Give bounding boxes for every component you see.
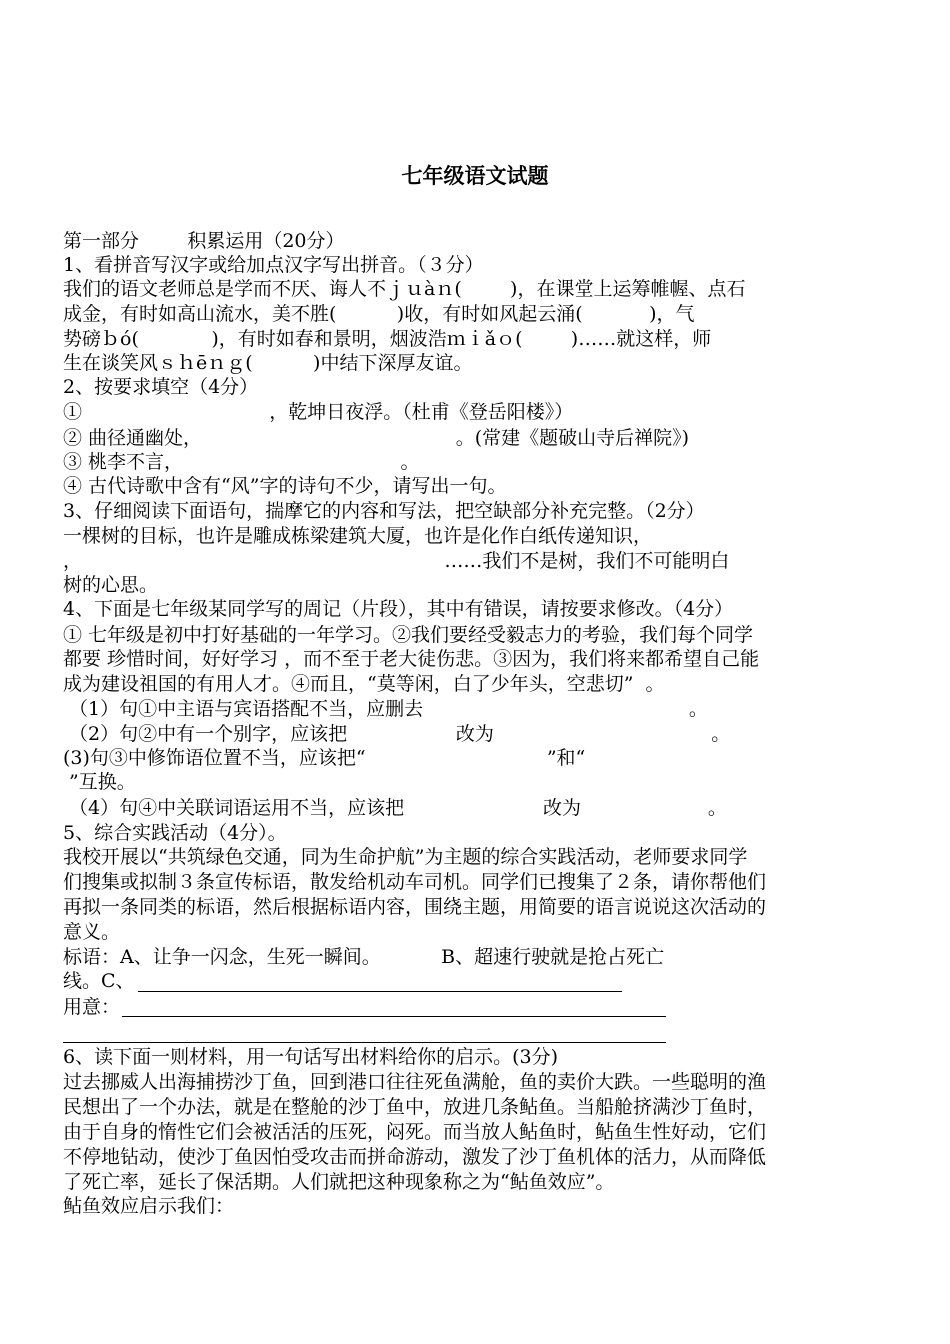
purpose-answer-line-2[interactable]	[63, 1042, 666, 1043]
q1-heading: 1、看拼音写汉字或给加点汉字写出拼音。（３分）	[63, 254, 484, 276]
q1-line: 成金，有时如高山流水，美不胜( )收，有时如风起云涌( )，气	[63, 303, 695, 325]
q6-answer-prompt: 鲇鱼效应启示我们：	[63, 1195, 235, 1217]
q1-line: 生在谈笑风ｓｈēｎｇ( )中结下深厚友谊。	[63, 352, 473, 374]
q3-heading: 3、仔细阅读下面语句，揣摩它的内容和写法，把空缺部分补充完整。（2分）	[63, 500, 705, 522]
q1-line: 势磅ｂó( )，有时如春和景明，烟波浩ｍｉǎｏ( )……就这样，师	[63, 328, 712, 350]
q4-subquestion: （1）句①中主语与宾语搭配不当，应删去 。	[63, 698, 708, 720]
q2-line: ① ，乾坤日夜浮。（杜甫《登岳阳楼》）	[63, 401, 574, 423]
purpose-answer-line[interactable]	[122, 1016, 666, 1017]
q2-line: ③ 桃李不言， 。	[63, 451, 420, 473]
q5-line: 再拟一条同类的标语，然后根据标语内容，围绕主题，用简要的语言说说这次活动的	[63, 896, 767, 918]
q2-line: ② 曲径通幽处， 。(常建《题破山寺后禅院》)	[63, 427, 690, 449]
q1-line: 我们的语文老师总是学而不厌、诲人不ｊｕàｎ( )，在课堂上运筹帷幄、点石	[63, 278, 746, 300]
q5-purpose-label: 用意：	[63, 996, 121, 1018]
q6-line: 由于自身的惰性它们会被活活的压死，闷死。而当放人鲇鱼时，鲇鱼生性好动，它们	[63, 1121, 767, 1143]
q2-heading: 2、按要求填空（4分）	[63, 376, 259, 398]
q4-subquestion: （4）句④中关联词语运用不当，应该把 改为 。	[63, 797, 727, 819]
q6-heading: 6、读下面一则材料，用一句话写出材料给你的启示。(3分)	[63, 1046, 559, 1068]
q4-subquestion: (3)句③中修饰语位置不当，应该把“ ”和“	[63, 747, 586, 769]
q6-line: 了死亡率，延长了保活期。人们就把这种现象称之为“鲇鱼效应”。	[63, 1171, 615, 1193]
q6-line: 民想出了一个办法，就是在整舱的沙丁鱼中，放进几条鲇鱼。当船舱挤满沙丁鱼时，	[63, 1096, 767, 1118]
q2-line: ④ 古代诗歌中含有“风”字的诗句不少，请写出一句。	[63, 475, 507, 497]
q3-line: 一棵树的目标，也许是雕成栋梁建筑大厦，也许是化作白纸传递知识，	[63, 525, 653, 547]
q6-line: 过去挪威人出海捕捞沙丁鱼，回到港口往往死鱼满舱，鱼的卖价大跌。一些聪明的渔	[63, 1071, 767, 1093]
part1-header: 第一部分 积累运用（20分）	[63, 230, 345, 252]
q4-line: 成为建设祖国的有用人才。④而且，“莫等闲，白了少年头，空悲切” 。	[63, 673, 665, 695]
q4-line: 都要 珍惜时间，好好学习 ，而不至于老大徒伤悲。③因为，我们将来都希望自己能	[63, 648, 760, 670]
q4-heading: 4、下面是七年级某同学写的周记（片段），其中有错误，请按要求修改。（4分）	[63, 598, 734, 620]
q5-line: 们搜集或拟制３条宣传标语，散发给机动车司机。同学们已搜集了２条，请你帮他们	[63, 871, 767, 893]
q5-heading: 5、综合实践活动（4分）。	[63, 822, 287, 844]
page-title: 七年级语文试题	[401, 164, 549, 188]
q3-line: 树的心思。	[63, 574, 159, 596]
slogan-c-answer-line[interactable]	[138, 991, 622, 992]
q6-line: 不停地钻动，使沙丁鱼因怕受攻击而拼命游动，激发了沙丁鱼机体的活力，从而降低	[63, 1146, 767, 1168]
q5-line: 我校开展以“共筑绿色交通，同为生命护航”为主题的综合实践活动，老师要求同学	[63, 846, 748, 868]
q4-subquestion: （2）句②中有一个别字，应该把 改为 。	[63, 723, 731, 745]
q4-line: ① 七年级是初中打好基础的一年学习。②我们要经受毅志力的考验，我们每个同学	[63, 624, 754, 646]
q5-slogans: 标语：A、让争一闪念，生死一瞬间。 B、超速行驶就是抢占死亡	[63, 946, 665, 968]
q3-line: ， ……我们不是树，我们不可能明白	[63, 550, 730, 572]
q4-subquestion: ”互换。	[63, 771, 136, 793]
q5-slogan-c-label: 线。C、	[63, 970, 135, 992]
q5-line: 意义。	[63, 921, 121, 943]
